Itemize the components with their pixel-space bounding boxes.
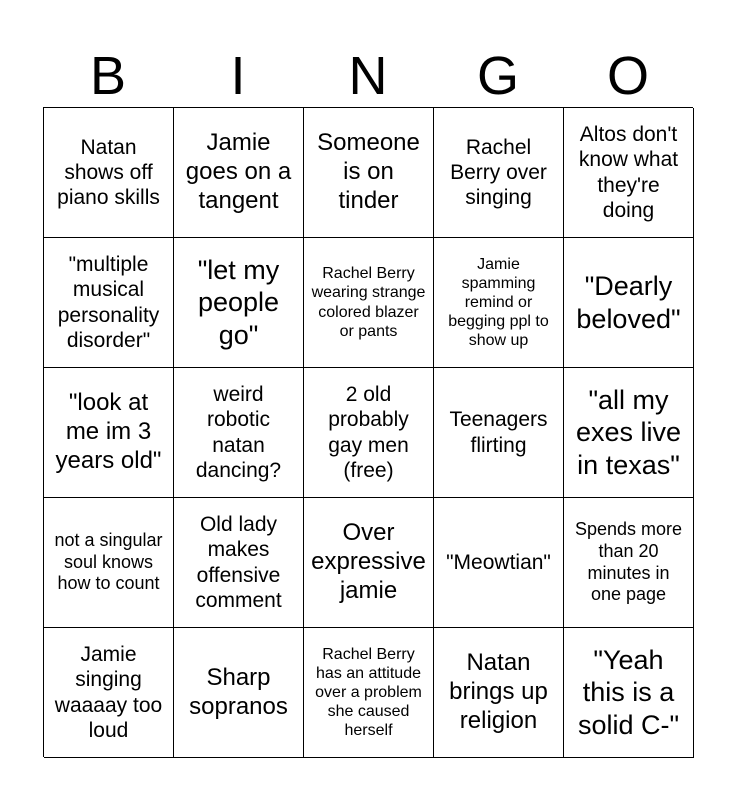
bingo-cell[interactable] <box>44 108 174 238</box>
bingo-cell[interactable] <box>304 368 434 498</box>
bingo-cell[interactable] <box>434 368 564 498</box>
bingo-cell[interactable] <box>304 498 434 628</box>
cell-text: "Yeah this is a solid C-" <box>577 644 680 740</box>
cell-text: Someone is on tinder <box>317 129 420 214</box>
bingo-cell[interactable] <box>304 108 434 238</box>
bingo-cell[interactable] <box>434 628 564 758</box>
bingo-cell[interactable] <box>44 368 174 498</box>
cell-text: weird robotic natan dancing? <box>195 383 282 482</box>
cell-text: "multiple musical personality disorder" <box>57 253 160 352</box>
header-letter-g: G <box>476 46 519 106</box>
cell-text: not a singular soul knows how to count <box>54 530 163 594</box>
bingo-cell[interactable] <box>304 628 434 758</box>
cell-text: Over expressive jamie <box>311 519 426 604</box>
cell-text: "let my people go" <box>197 254 280 350</box>
cell-text: "Dearly beloved" <box>576 271 681 334</box>
bingo-header <box>43 46 693 106</box>
cell-text: Rachel Berry wearing strange colored blazer or pants <box>311 265 426 340</box>
bingo-cell[interactable] <box>44 498 174 628</box>
cell-text: Natan brings up religion <box>449 649 548 734</box>
bingo-cell[interactable] <box>434 498 564 628</box>
bingo-cell[interactable] <box>174 498 304 628</box>
cell-text: Jamie spamming remind or begging ppl to show up <box>448 255 549 350</box>
cell-text: "all my exes live in texas" <box>575 384 682 480</box>
cell-text: 2 old probably gay men (free) <box>328 383 409 482</box>
bingo-cell[interactable] <box>44 628 174 758</box>
bingo-cell[interactable] <box>564 628 694 758</box>
bingo-cell[interactable] <box>564 368 694 498</box>
cell-text: Natan shows off piano skills <box>57 135 160 210</box>
bingo-cell[interactable] <box>44 238 174 368</box>
header-letter-b: B <box>89 46 127 106</box>
bingo-cell[interactable] <box>564 238 694 368</box>
bingo-cell[interactable] <box>174 628 304 758</box>
bingo-cell[interactable] <box>564 108 694 238</box>
header-letter-o: O <box>606 46 649 106</box>
cell-text: Spends more than 20 minutes in one page <box>574 519 683 605</box>
bingo-cell[interactable] <box>174 238 304 368</box>
cell-text: Jamie goes on a tangent <box>185 129 292 214</box>
cell-text: Rachel Berry has an attitude over a problem she caused herself <box>315 645 422 740</box>
cell-text: Old lady makes offensive comment <box>195 513 282 612</box>
cell-text: Altos don't know what they're doing <box>578 123 679 222</box>
cell-text: "look at me im 3 years old" <box>55 389 162 474</box>
cell-text: Rachel Berry over singing <box>450 135 547 210</box>
bingo-cell[interactable] <box>564 498 694 628</box>
header-letter-n: N <box>348 46 388 106</box>
cell-text: "Meowtian" <box>446 550 551 574</box>
bingo-cell[interactable] <box>304 238 434 368</box>
bingo-cell[interactable] <box>434 238 564 368</box>
header-letter-i: I <box>230 46 246 106</box>
bingo-cell[interactable] <box>174 368 304 498</box>
bingo-board <box>43 107 693 757</box>
cell-text: Sharp sopranos <box>189 663 288 720</box>
bingo-cell[interactable] <box>434 108 564 238</box>
bingo-cell[interactable] <box>174 108 304 238</box>
cell-text: Teenagers flirting <box>449 408 548 457</box>
cell-text: Jamie singing waaaay too loud <box>54 643 163 742</box>
